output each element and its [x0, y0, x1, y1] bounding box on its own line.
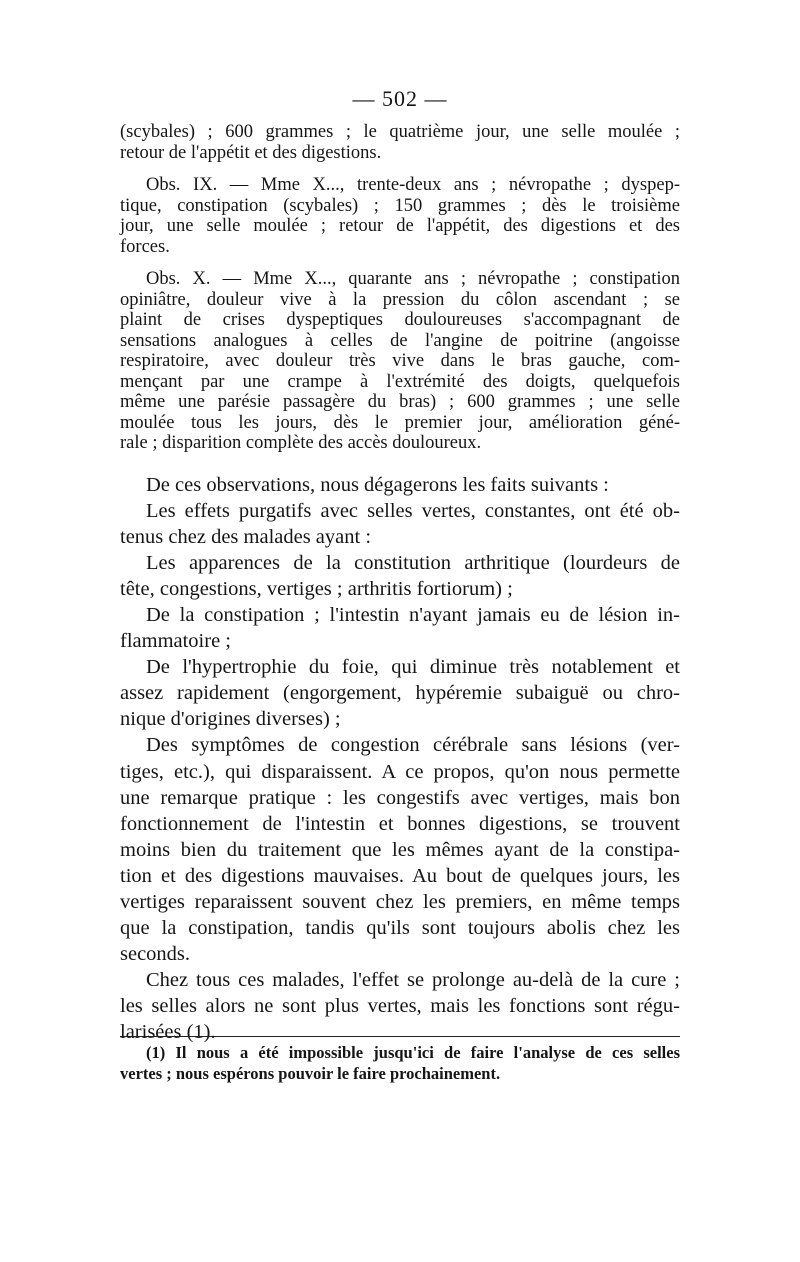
paragraph-obs-viii-end [120, 122, 680, 163]
text-line: nique d'origines diverses) ; [120, 708, 341, 731]
text-line: tenus chez des malades ayant : [120, 525, 372, 548]
text-line: plaint de crises dyspeptiques douloureuses s'accompagnant de [120, 310, 680, 330]
text-line: moins bien du traitement que les mêmes ayant de la constipa- [120, 838, 680, 861]
text-line: De ces observations, nous dégagerons les faits suivants : [146, 473, 609, 496]
paragraph-conclusions [120, 472, 680, 1046]
text-line: une remarque pratique : les congestifs avec vertiges, mais bon [120, 786, 680, 809]
text-line: assez rapidement (engorgement, hypéremie subaiguë ou chro- [120, 682, 680, 705]
text-line: mençant par une crampe à l'extrémité des doigts, quelquefois [120, 371, 680, 392]
text-line: De l'hypertrophie du foie, qui diminue très notablement et [146, 656, 680, 679]
text-line: vertiges reparaissent souvent chez les premiers, en même temps [120, 891, 680, 913]
text-line: tête, congestions, vertiges ; arthritis fortiorum) ; [120, 577, 513, 600]
text-line: forces. [120, 236, 170, 257]
body-text [120, 122, 680, 1058]
text-line: seconds. [120, 943, 191, 966]
text-line: larisées (1). [120, 1021, 216, 1044]
paragraph-obs-ix [120, 175, 680, 257]
text-line: Les apparences de la constitution arthritique (lourdeurs de [146, 551, 680, 574]
text-line: les selles alors ne sont plus vertes, mais les fonctions sont régu- [120, 995, 680, 1018]
text-line: rale ; disparition complète des accès douloureux. [120, 433, 482, 453]
text-line: fonctionnement de l'intestin et bonnes digestions, se trouvent [120, 812, 680, 835]
page-number: — 502 — [352, 86, 448, 111]
footnote-line: vertes ; nous espérons pouvoir le faire prochainement. [120, 1064, 501, 1083]
text-line: opiniâtre, douleur vive à la pression du côlon ascendant ; se [120, 289, 680, 310]
text-line: (scybales) ; 600 grammes ; le quatrième jour, une selle moulée ; [120, 122, 680, 142]
text-line: Obs. IX. — Mme X..., trente-deux ans ; névropathe ; dyspep- [146, 175, 680, 195]
text-line: respiratoire, avec douleur très vive dans le bras gauche, com- [120, 351, 680, 371]
text-line: tiges, etc.), qui disparaissent. A ce propos, qu'on nous permette [120, 760, 680, 783]
paragraph-obs-x [120, 269, 680, 454]
footnote [120, 1042, 680, 1084]
text-line: Obs. X. — Mme X..., quarante ans ; névropathe ; constipation [146, 269, 680, 289]
text-line: retour de l'appétit et des digestions. [120, 142, 382, 163]
text-line: tique, constipation (scybales) ; 150 grammes ; dès le troisième [120, 195, 680, 216]
text-line: jour, une selle moulée ; retour de l'appétit, des digestions et des [120, 216, 680, 236]
footnote-divider [120, 1036, 680, 1037]
footnote-line: (1) Il nous a été impossible jusqu'ici de faire l'analyse de ces selles [146, 1043, 680, 1062]
text-line: tion et des digestions mauvaises. Au bout de quelques jours, les [120, 864, 680, 887]
text-line: Les effets purgatifs avec selles vertes, constantes, ont été ob- [146, 499, 680, 522]
text-line: Chez tous ces malades, l'effet se prolonge au-delà de la cure ; [146, 969, 680, 992]
text-line: même une parésie passagère du bras) ; 600 grammes ; une selle [120, 392, 680, 412]
text-line: flammatoire ; [120, 630, 231, 653]
text-line: De la constipation ; l'intestin n'ayant jamais eu de lésion in- [146, 603, 680, 626]
text-line: que la constipation, tandis qu'ils sont toujours abolis chez les [120, 917, 680, 940]
text-line: moulée tous les jours, dès le premier jour, amélioration géné- [120, 412, 680, 433]
text-line: sensations analogues à celles de l'angine de poitrine (angoisse [120, 330, 680, 351]
text-line: Des symptômes de congestion cérébrale sans lésions (ver- [146, 734, 680, 757]
